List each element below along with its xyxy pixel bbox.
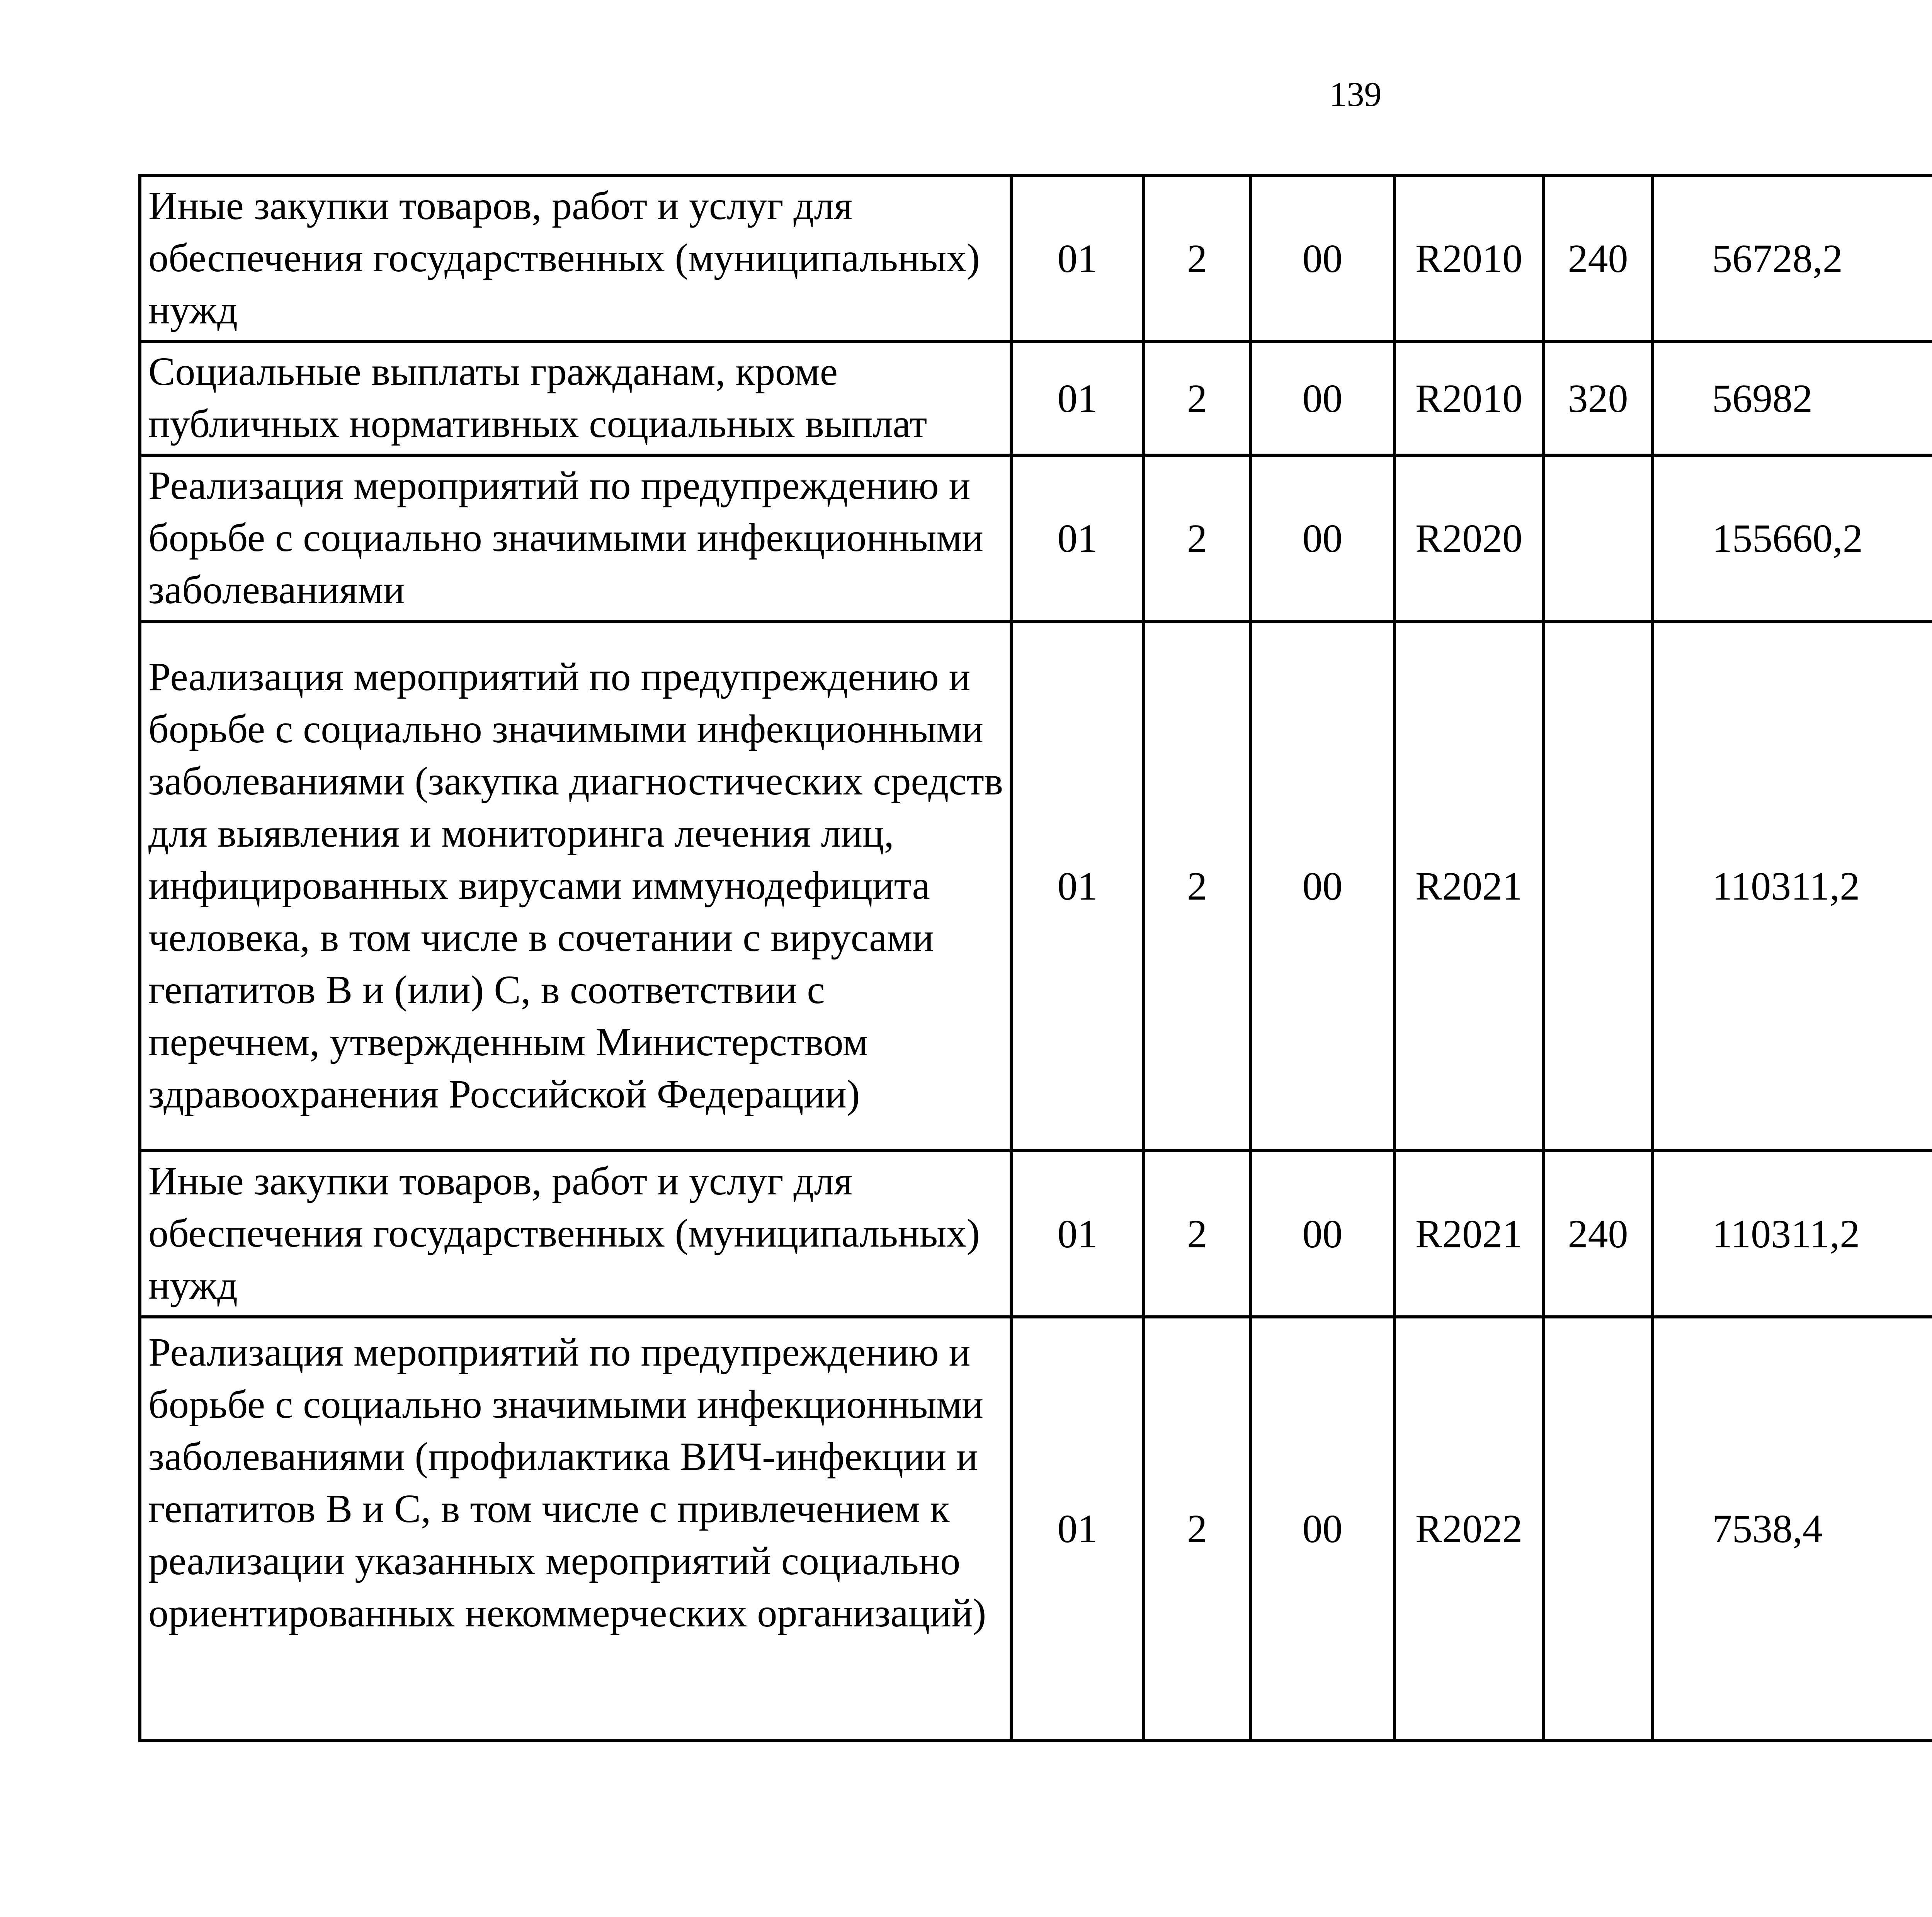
program-cell: 01 — [1011, 342, 1144, 455]
program-cell: 01 — [1011, 621, 1144, 1151]
code-cell: R2010 — [1395, 175, 1543, 342]
code-cell: R2021 — [1395, 1151, 1543, 1317]
budget-table — [138, 174, 1932, 1742]
direction-cell: 00 — [1250, 455, 1395, 621]
code-cell: R2021 — [1395, 621, 1543, 1151]
sum1-cell: 110311,2 — [1653, 1151, 1932, 1317]
direction-cell: 00 — [1250, 175, 1395, 342]
direction-cell: 00 — [1250, 1317, 1395, 1740]
code-cell: R2022 — [1395, 1317, 1543, 1740]
page-number: 139 — [1329, 75, 1382, 114]
table-row — [140, 455, 1932, 621]
subprogram-cell: 2 — [1144, 342, 1250, 455]
sum1-cell: 110311,2 — [1653, 621, 1932, 1151]
sum1-cell: 155660,2 — [1653, 455, 1932, 621]
subprogram-cell: 2 — [1144, 175, 1250, 342]
table-row — [140, 175, 1932, 342]
row-name-cell: Реализация мероприятий по предупреждению и борьбе с социально значимыми инфекционными заболеваниями — [140, 455, 1011, 621]
row-name-cell: Социальные выплаты гражданам, кроме публичных нормативных социальных выплат — [140, 342, 1011, 455]
row-name-cell: Реализация мероприятий по предупреждению и борьбе с социально значимыми инфекционными заболеваниями (закупка диагностических средств для выявления и мониторинга лечения лиц, инфицированных вирусами иммунодефицита человека, в том числе в сочетании с вирусами гепатитов В и (или) С, в соответствии с перечнем, утвержденным Министерством здравоохранения Российской Федерации) — [140, 621, 1011, 1151]
direction-cell: 00 — [1250, 1151, 1395, 1317]
subprogram-cell: 2 — [1144, 455, 1250, 621]
table-row — [140, 621, 1932, 1151]
sum1-cell: 56982 — [1653, 342, 1932, 455]
row-name-cell: Иные закупки товаров, работ и услуг для обеспечения государственных (муниципальных) нужд — [140, 1151, 1011, 1317]
vr-cell: 240 — [1543, 175, 1653, 342]
program-cell: 01 — [1011, 455, 1144, 621]
vr-cell — [1543, 621, 1653, 1151]
sum1-cell: 56728,2 — [1653, 175, 1932, 342]
vr-cell — [1543, 455, 1653, 621]
subprogram-cell: 2 — [1144, 1317, 1250, 1740]
program-cell: 01 — [1011, 1317, 1144, 1740]
vr-cell: 320 — [1543, 342, 1653, 455]
code-cell: R2020 — [1395, 455, 1543, 621]
sum1-cell: 7538,4 — [1653, 1317, 1932, 1740]
vr-cell: 240 — [1543, 1151, 1653, 1317]
code-cell: R2010 — [1395, 342, 1543, 455]
table-row — [140, 1317, 1932, 1740]
table-row — [140, 342, 1932, 455]
table-row — [140, 1151, 1932, 1317]
direction-cell: 00 — [1250, 342, 1395, 455]
program-cell: 01 — [1011, 175, 1144, 342]
row-name-cell: Реализация мероприятий по предупреждению и борьбе с социально значимыми инфекционными заболеваниями (профилактика ВИЧ-инфекции и гепатитов В и С, в том числе с привлечением к реализации указанных мероприятий социально ориентированных некоммерческих организаций) — [140, 1317, 1011, 1740]
direction-cell: 00 — [1250, 621, 1395, 1151]
row-name-cell: Иные закупки товаров, работ и услуг для обеспечения государственных (муниципальных) нужд — [140, 175, 1011, 342]
program-cell: 01 — [1011, 1151, 1144, 1317]
subprogram-cell: 2 — [1144, 1151, 1250, 1317]
vr-cell — [1543, 1317, 1653, 1740]
subprogram-cell: 2 — [1144, 621, 1250, 1151]
